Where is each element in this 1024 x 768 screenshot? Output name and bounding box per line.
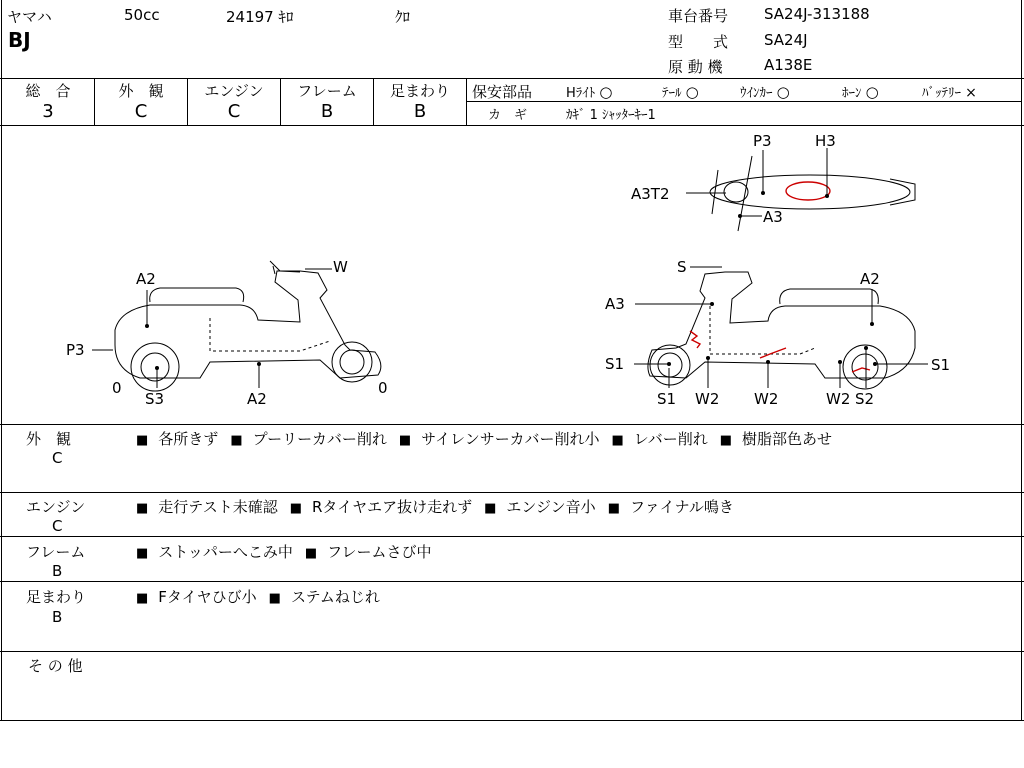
diagram-label: A3T2 [631,185,670,203]
diagram-label: A2 [247,390,267,408]
grade-label-overall: 総 合 [25,82,71,100]
rule [0,581,1024,582]
safety-item-winker: ｳｲﾝｶｰ ○ [740,83,790,101]
list-item: ■ レバー削れ [611,430,707,448]
list-item: ■ ストッパーへこみ中 [136,543,293,561]
leader-lines [92,148,928,388]
list-item: ■ ステムねじれ [269,588,380,606]
rule [466,101,1022,102]
rule [0,424,1024,425]
diagram-label: A2 [136,270,156,288]
rule [0,651,1024,652]
grade-value-suspension: B [413,101,427,122]
diagram-label: P3 [66,341,85,359]
safety-label: 保安部品 [472,83,533,101]
grade-value-engine: C [227,101,241,122]
rule [0,78,1024,79]
rule [0,720,1024,721]
section-label-frame: フレーム [26,543,86,561]
list-item: ■ ファイナル鳴き [608,498,734,516]
displacement: 50cc [124,6,160,24]
section-grade-frame: B [52,562,63,580]
diagram-label: W2 [695,390,720,408]
safety-item-headlight: Hﾗｲﾄ ○ [566,83,613,101]
grade-value-overall: 3 [42,101,54,122]
list-item: ■ Rタイヤエア抜け走れず [290,498,472,516]
safety-item-battery: ﾊﾞｯﾃﾘｰ × [922,85,977,101]
diagram-label: H3 [815,132,836,150]
mileage: 24197 ｷﾛ [226,8,294,26]
diagram-label: W2 [754,390,779,408]
grade-label-suspension: 足まわり [389,82,450,100]
grade-value-frame: B [320,101,334,122]
diagram-label: S1 [931,356,951,374]
frame-no-label: 車台番号 [668,7,729,25]
engine-label: 原 動 機 [668,58,723,76]
section-label-engine: エンジン [26,498,86,516]
section-label-exterior: 外 観 [26,430,72,448]
diagram-label: P3 [753,132,772,150]
safety-item-tail: ﾃｰﾙ ○ [662,83,699,101]
safety-item-horn: ﾎｰﾝ ○ [842,83,879,101]
type-label: 型 式 [668,33,729,51]
grade-label-engine: エンジン [204,82,264,100]
grade-value-exterior: C [134,101,148,122]
engine-value: A138E [764,56,813,74]
key-value: ｶｷﾞ 1 ｼｬｯﾀｰｷｰ1 [566,108,656,123]
section-label-other: そ の 他 [28,657,83,675]
list-item: ■ フレームさび中 [305,543,432,561]
list-item: ■ エンジン音小 [484,498,596,516]
list-item: ■ 樹脂部色あせ [720,430,832,448]
diagram-label: S [677,258,687,276]
section-items-frame [136,541,444,562]
scooter-top-view [710,156,915,231]
list-item: ■ プーリーカバー削れ [230,430,387,448]
model-name: BJ [8,28,31,52]
list-item: ■ Fタイヤひび小 [136,588,257,606]
scooter-right-view [648,272,915,389]
section-label-suspension: 足まわり [26,588,87,606]
section-grade-exterior: C [52,449,63,467]
color: ｸﾛ [395,8,411,26]
diagram-label: 0 [112,379,122,397]
rule [0,492,1024,493]
maker: ヤマハ [7,8,52,26]
list-item: ■ 各所きず [136,430,218,448]
rule [0,536,1024,537]
diagram-label: A3 [605,295,625,313]
diagram-label: 0 [378,379,388,397]
diagram-label: S3 [145,390,165,408]
list-item: ■ サイレンサーカバー削れ小 [399,430,600,448]
diagram-label: S2 [855,390,875,408]
diagram-label: W2 [826,390,851,408]
section-items-engine [136,496,746,517]
diagram-label: S1 [657,390,677,408]
diagram-label: W [333,258,348,276]
grade-label-frame: フレーム [297,82,357,100]
grade-label-exterior: 外 観 [118,82,164,100]
list-item: ■ 走行テスト未確認 [136,498,278,516]
diagram-label: A3 [763,208,783,226]
frame-no: SA24J-313188 [764,5,870,23]
section-items-exterior [136,428,844,449]
section-grade-suspension: B [52,608,63,626]
diagram-label: S1 [605,355,625,373]
key-label: カ ギ [488,108,528,123]
section-items-suspension [136,586,392,607]
diagram-label: A2 [860,270,880,288]
section-grade-engine: C [52,517,63,535]
type-value: SA24J [764,31,808,49]
